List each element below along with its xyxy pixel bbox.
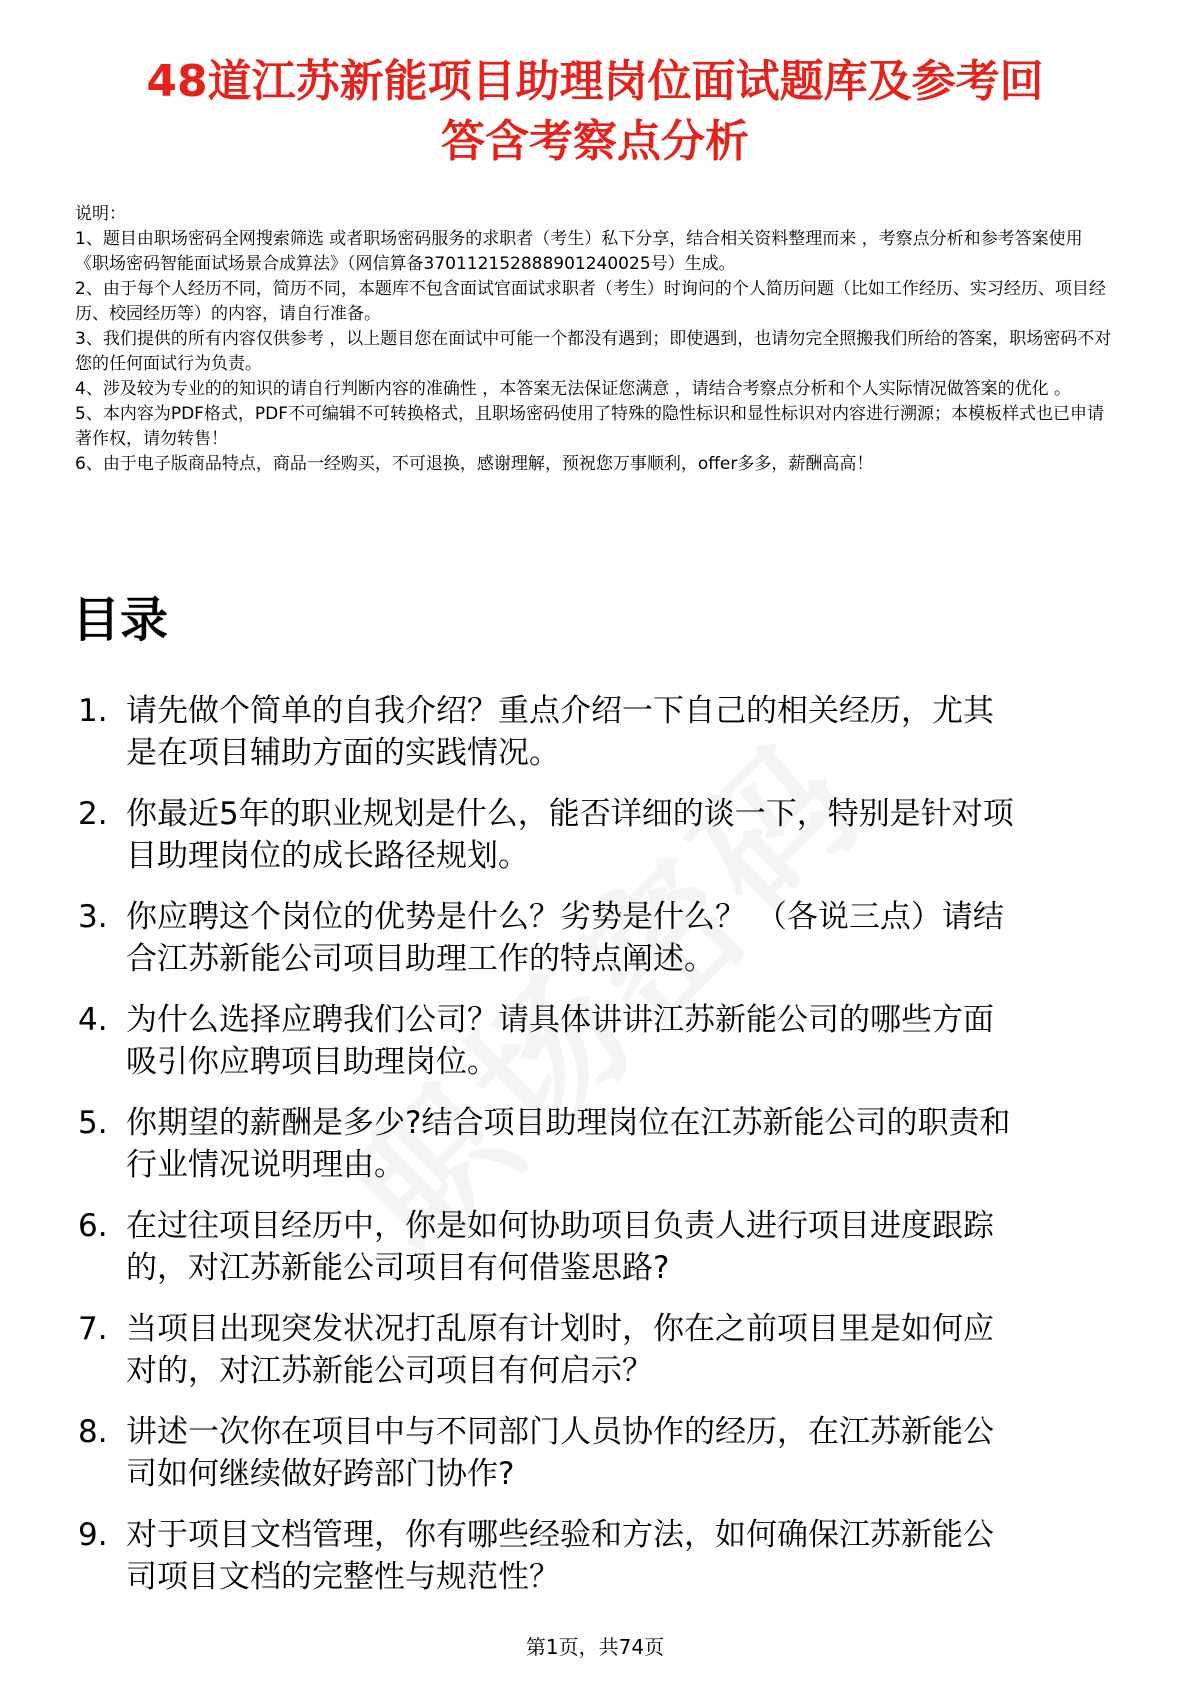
question-number: 5. (78, 1105, 108, 1141)
question-text-line: 是在项目辅助方面的实践情况。 (126, 735, 560, 771)
instruction-item: 2、由于每个人经历不同，简历不同，本题库不包含面试官面试求职者（考生）时询问的个人简历问题（比如工作经历、实习经历、项目经历、校园经历等）的内容，请自行准备。 (75, 279, 1106, 324)
question-item[interactable] (72, 1514, 1132, 1598)
instruction-item: 5、本内容为PDF格式，PDF不可编辑不可转换格式，且职场密码使用了特殊的隐性标识和显性标识对内容进行溯源；本模板样式也已申请著作权，请勿转售！ (75, 404, 1105, 449)
question-item[interactable] (72, 1102, 1132, 1186)
question-list (72, 690, 1132, 1617)
question-item[interactable] (72, 690, 1132, 774)
question-text-line: 你期望的薪酬是多少?结合项目助理岗位在江苏新能公司的职责和 (126, 1105, 1011, 1141)
question-text-line: 在过往项目经历中，你是如何协助项目负责人进行项目进度跟踪 (126, 1208, 994, 1244)
question-number: 8. (78, 1414, 108, 1450)
question-item[interactable] (72, 1411, 1132, 1495)
question-text-line: 对于项目文档管理，你有哪些经验和方法，如何确保江苏新能公 (126, 1517, 994, 1553)
question-text-line: 合江苏新能公司项目助理工作的特点阐述。 (126, 941, 715, 977)
question-text-line: 为什么选择应聘我们公司？请具体讲讲江苏新能公司的哪些方面 (126, 1002, 994, 1038)
question-number: 6. (78, 1208, 108, 1244)
question-item[interactable] (72, 1308, 1132, 1392)
toc-heading: 目录 (72, 592, 169, 648)
instruction-item: 3、我们提供的所有内容仅供参考 ，以上题目您在面试中可能一个都没有遇到；即使遇到，也请勿完全照搬我们所给的答案，职场密码不对您的任何面试行为负责。 (75, 329, 1112, 374)
question-text-line: 行业情况说明理由。 (126, 1147, 405, 1183)
question-text-line: 的，对江苏新能公司项目有何借鉴思路? (126, 1250, 670, 1286)
question-number: 2. (78, 796, 108, 832)
instruction-item: 6、由于电子版商品特点，商品一经购买，不可退换，感谢理解，预祝您万事顺利，offer多多，薪酬高高！ (75, 454, 874, 474)
instructions-block (75, 202, 1115, 477)
instruction-item: 1、题目由职场密码全网搜索筛选 或者职场密码服务的求职者（考生）私下分享，结合相关资料整理而来 ，考察点分析和参考答案使用《职场密码智能面试场景合成算法》（网信算备370112152888901240025号）生成。 (75, 229, 1083, 274)
question-number: 9. (78, 1517, 108, 1553)
question-text-line: 当项目出现突发状况打乱原有计划时，你在之前项目里是如何应 (126, 1311, 994, 1347)
question-text-line: 目助理岗位的成长路径规划。 (126, 838, 529, 874)
document-title-line-1: 48道江苏新能项目助理岗位面试题库及参考回 (146, 56, 1044, 107)
question-text-line: 司如何继续做好跨部门协作? (126, 1456, 515, 1492)
question-number: 7. (78, 1311, 108, 1347)
question-item[interactable] (72, 999, 1132, 1083)
question-text-line: 你应聘这个岗位的优势是什么？劣势是什么？ （各说三点）请结 (126, 899, 1004, 935)
page-footer: 第1页，共74页 (525, 1635, 665, 1659)
question-item[interactable] (72, 793, 1132, 877)
question-text-line: 请先做个简单的自我介绍？重点介绍一下自己的相关经历，尤其 (126, 693, 994, 729)
instructions-heading: 说明： (75, 204, 126, 224)
question-number: 1. (78, 693, 108, 729)
question-text-line: 讲述一次你在项目中与不同部门人员协作的经历，在江苏新能公 (126, 1414, 994, 1450)
question-item[interactable] (72, 896, 1132, 980)
question-item[interactable] (72, 1205, 1132, 1289)
question-text-line: 吸引你应聘项目助理岗位。 (126, 1044, 498, 1080)
question-number: 3. (78, 899, 108, 935)
question-number: 4. (78, 1002, 108, 1038)
document-title-line-2: 答含考察点分析 (441, 116, 749, 167)
question-text-line: 对的，对江苏新能公司项目有何启示？ (126, 1353, 653, 1389)
question-text-line: 司项目文档的完整性与规范性？ (126, 1559, 560, 1595)
question-text-line: 你最近5年的职业规划是什么，能否详细的谈一下，特别是针对项 (126, 796, 1014, 832)
instruction-item: 4、涉及较为专业的的知识的请自行判断内容的准确性 ，本答案无法保证您满意 ，请结合考察点分析和个人实际情况做答案的优化 。 (75, 379, 1072, 399)
